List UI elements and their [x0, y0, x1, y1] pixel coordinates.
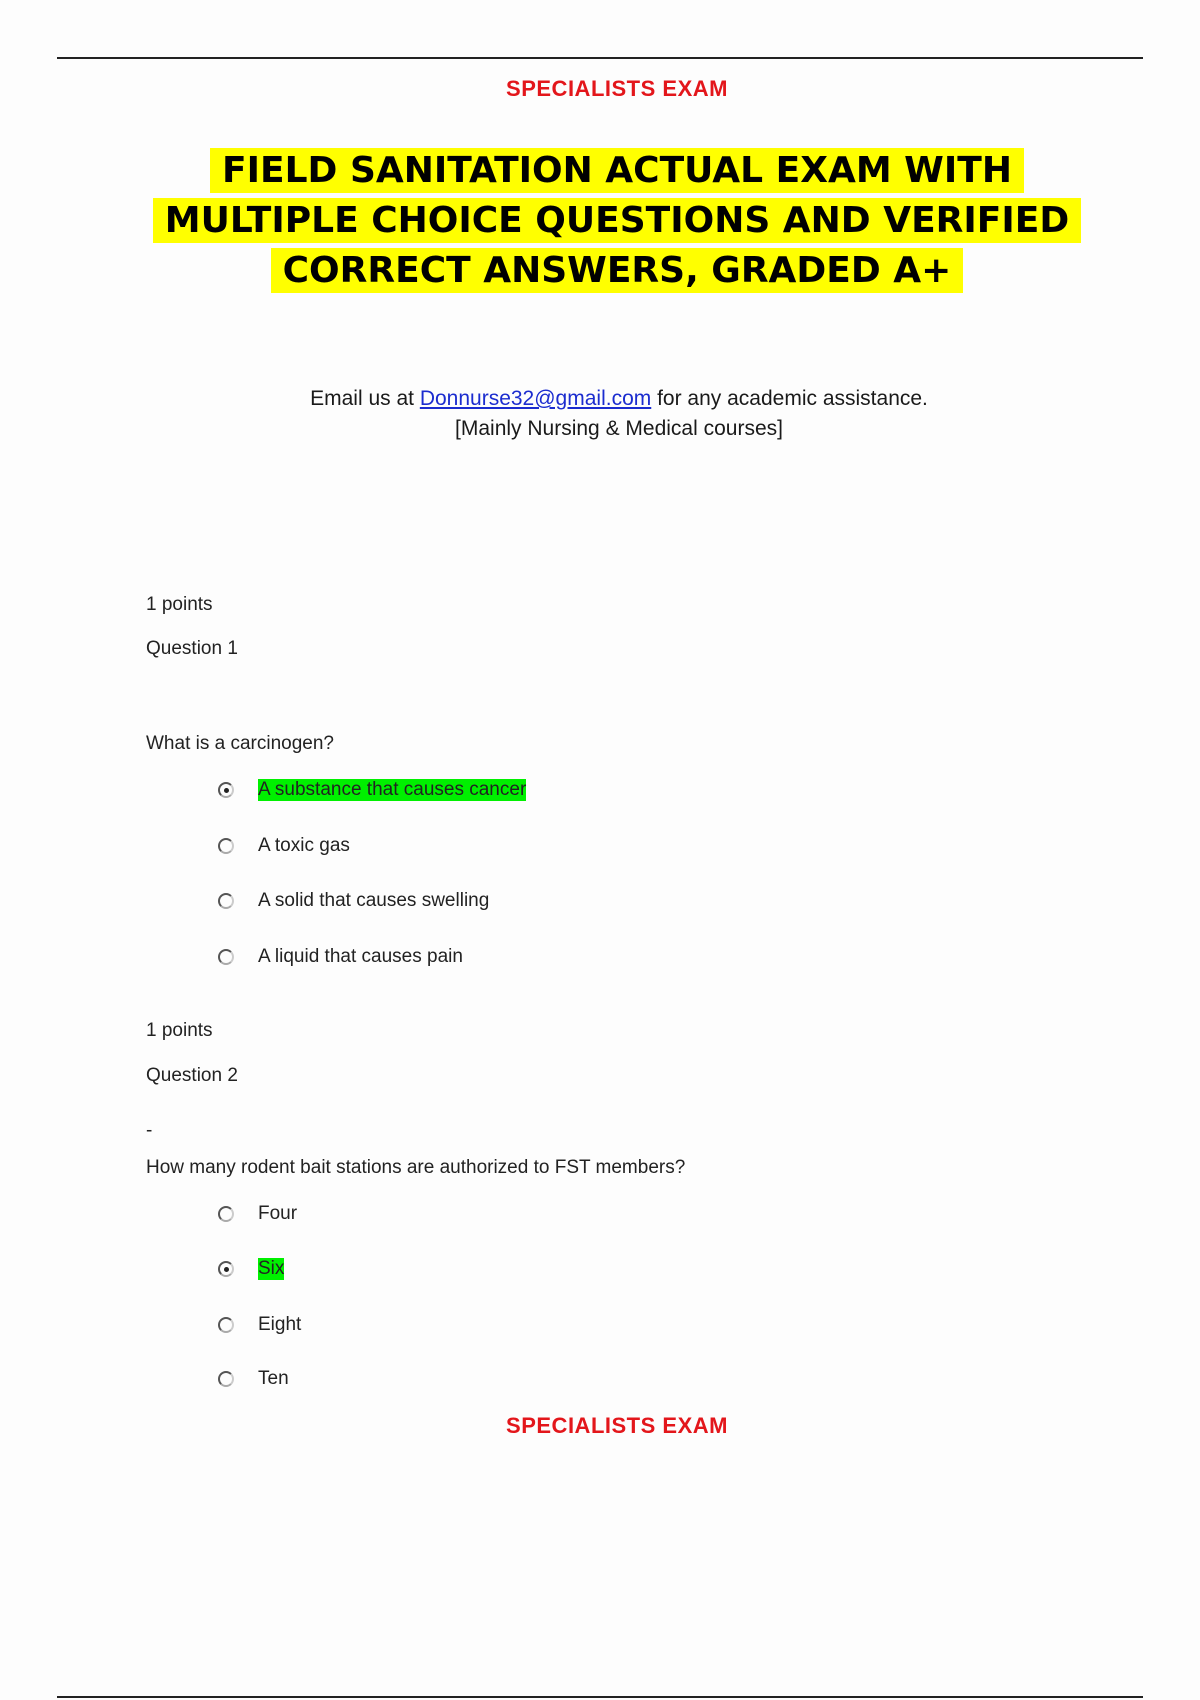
question-1-label: Question 1 — [146, 638, 238, 659]
contact-courses: [Mainly Nursing & Medical courses] — [455, 417, 783, 440]
contact-prefix: Email us at — [310, 387, 414, 410]
question-2-prompt: How many rodent bait stations are authorized to FST members? — [146, 1157, 686, 1178]
radio-selected-icon[interactable] — [218, 1261, 234, 1277]
bottom-divider — [57, 1696, 1143, 1698]
top-divider — [57, 57, 1143, 59]
option-label: A substance that causes cancer — [258, 779, 527, 800]
title-line-3: CORRECT ANSWERS, GRADED A+ — [271, 248, 964, 293]
option-label: Four — [258, 1203, 298, 1224]
question-2-option-3[interactable] — [218, 1314, 301, 1336]
document-title — [0, 146, 1200, 296]
radio-icon[interactable] — [218, 893, 234, 909]
question-1-prompt: What is a carcinogen? — [146, 733, 334, 754]
option-label: Ten — [258, 1368, 289, 1389]
radio-icon[interactable] — [218, 1317, 234, 1333]
question-1-option-4[interactable] — [218, 946, 463, 968]
title-line-2: MULTIPLE CHOICE QUESTIONS AND VERIFIED — [153, 198, 1081, 243]
contact-block — [0, 384, 1200, 444]
question-2-option-2[interactable] — [218, 1258, 284, 1280]
radio-selected-icon[interactable] — [218, 782, 234, 798]
question-2-points: 1 points — [146, 1020, 213, 1041]
question-1-option-3[interactable] — [218, 890, 489, 912]
question-1-option-2[interactable] — [218, 835, 350, 857]
question-2-label: Question 2 — [146, 1065, 238, 1086]
option-label: A liquid that causes pain — [258, 946, 463, 967]
title-line-1: FIELD SANITATION ACTUAL EXAM WITH — [210, 148, 1024, 193]
option-label: Eight — [258, 1314, 302, 1335]
radio-icon[interactable] — [218, 1206, 234, 1222]
question-2-dash: - — [146, 1120, 153, 1141]
radio-icon[interactable] — [218, 838, 234, 854]
option-label: Six — [258, 1258, 285, 1279]
option-label: A solid that causes swelling — [258, 890, 490, 911]
page-header: SPECIALISTS EXAM — [506, 76, 728, 101]
page-footer: SPECIALISTS EXAM — [506, 1413, 728, 1438]
option-label: A toxic gas — [258, 835, 350, 856]
question-1-points: 1 points — [146, 594, 213, 615]
question-1-option-1[interactable] — [218, 779, 526, 801]
question-2-option-1[interactable] — [218, 1203, 297, 1225]
contact-suffix: for any academic assistance. — [657, 387, 928, 410]
question-2-option-4[interactable] — [218, 1368, 289, 1390]
radio-icon[interactable] — [218, 1371, 234, 1387]
email-link[interactable]: Donnurse32@gmail.com — [419, 387, 652, 410]
radio-icon[interactable] — [218, 949, 234, 965]
